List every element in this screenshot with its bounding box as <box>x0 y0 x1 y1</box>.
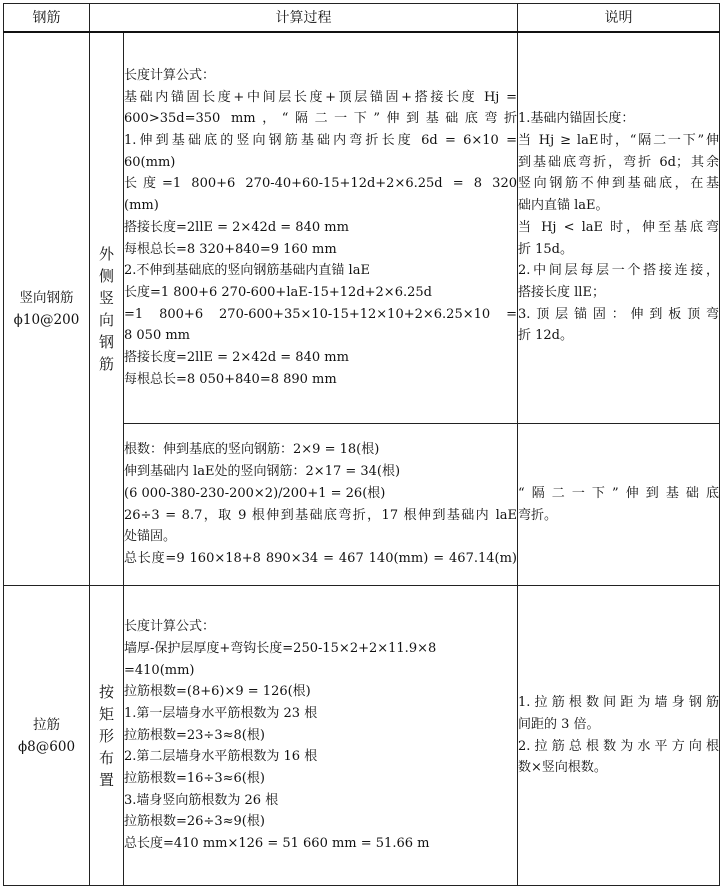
process-line: 拉筋根数=(8+6)×9 = 126(根) <box>124 684 311 700</box>
note-line: 当 Hj ≥ laE时，“隔二一下”伸 <box>518 133 719 149</box>
process-line: 根数：伸到基底的竖向钢筋：2×9 = 18(根) <box>124 442 380 458</box>
process-block <box>124 439 517 569</box>
note-block <box>518 108 719 347</box>
process-line: 搭接长度=2llE = 2×42d = 840 mm <box>124 350 349 366</box>
process-line: 处锚固。 <box>124 529 177 545</box>
process-line: 总长度=410 mm×126 = 51 660 mm = 51.66 m <box>124 836 430 852</box>
process-line: 拉筋根数=16÷3≈6(根) <box>124 771 265 787</box>
process-line: 每根总长=8 320+840=9 160 mm <box>124 241 337 257</box>
note-line: 1.拉筋根数间距为墙身钢筋 <box>518 695 719 711</box>
process-line: =1 800+6 270-600+35×10-15+12×10+2×6.25×10 = <box>124 306 517 322</box>
process-line: 每根总长=8 050+840=8 890 mm <box>124 371 337 387</box>
process-cell <box>124 586 518 886</box>
note-line: 折 12d。 <box>518 328 573 344</box>
process-line: 搭接长度=2llE = 2×42d = 840 mm <box>124 219 349 235</box>
rebar-name: 竖向钢筋 <box>19 289 74 306</box>
process-line: 3.墙身竖向筋根数为 26 根 <box>124 792 279 808</box>
header-note: 说明 <box>518 4 720 32</box>
rebar-cell-vertical <box>4 32 90 586</box>
process-line: 1.第一层墙身水平筋根数为 23 根 <box>124 705 318 721</box>
rebar-spec: ϕ8@600 <box>17 738 76 755</box>
table-row <box>4 586 720 886</box>
process-line: (mm) <box>124 198 159 214</box>
note-line: “隔二一下”伸到基础底 <box>518 485 719 501</box>
process-block <box>124 616 517 855</box>
sub-label-cell <box>90 586 124 886</box>
process-line: 长度计算公式： <box>124 67 216 83</box>
sub-label-cell <box>90 32 124 586</box>
process-line: 600>35d=350 mm，“隔二一下”伸到基础底弯折 <box>124 111 517 127</box>
note-line: 折 15d。 <box>518 241 573 257</box>
process-line: (6 000-380-230-200×2)/200+1 = 26(根) <box>124 485 386 501</box>
process-cell <box>124 32 518 424</box>
rebar-name: 拉筋 <box>33 716 60 733</box>
note-line: 竖向钢筋不伸到基础底，在基 <box>518 176 719 192</box>
process-line: 拉筋根数=26÷3≈9(根) <box>124 814 265 830</box>
note-cell <box>518 586 720 886</box>
process-line: 拉筋根数=23÷3≈8(根) <box>124 727 265 743</box>
note-line: 当 Hj < laE 时，伸至基底弯 <box>518 219 719 235</box>
sub-label: 按矩形布置 <box>98 682 114 789</box>
note-line: 2.拉筋总根数为水平方向根 <box>518 738 719 754</box>
process-line: 60(mm) <box>124 154 176 170</box>
process-line: 2.不伸到基础底的竖向钢筋基础内直锚 laE <box>124 263 370 279</box>
process-line: 8 050 mm <box>124 328 191 344</box>
sub-label: 外侧竖向钢筋 <box>98 244 114 373</box>
note-line: 1.基础内锚固长度： <box>518 111 635 127</box>
table-header-row <box>4 4 720 32</box>
note-line: 础内直锚 laE。 <box>518 198 609 214</box>
process-line: =410(mm) <box>124 662 195 678</box>
process-block <box>124 65 517 391</box>
process-line: 1.伸到基础底的竖向钢筋基础内弯折长度 6d = 6×10 = <box>124 133 517 149</box>
note-line: 弯折。 <box>518 507 558 523</box>
header-process: 计算过程 <box>90 4 518 32</box>
note-line: 数×竖向根数。 <box>518 760 607 776</box>
table-row <box>4 32 720 424</box>
note-line: 2.中间层每层一个搭接连接， <box>518 263 719 279</box>
process-line: 墙厚-保护层厚度+弯钩长度=250-15×2+2×11.9×8 <box>124 640 437 656</box>
note-cell <box>518 424 720 586</box>
calculation-table <box>3 3 720 886</box>
note-line: 3.顶层锚固：伸到板顶弯 <box>518 306 719 322</box>
process-line: 长度计算公式： <box>124 619 216 635</box>
note-line: 搭接长度 llE； <box>518 285 605 300</box>
header-rebar: 钢筋 <box>4 4 90 32</box>
process-line: 2.第二层墙身水平筋根数为 16 根 <box>124 749 318 765</box>
note-line: 间距的 3 倍。 <box>518 716 600 732</box>
rebar-cell-tie <box>4 586 90 886</box>
rebar-spec: ϕ10@200 <box>13 311 80 328</box>
note-line: 到基础底弯折，弯折 6d；其余 <box>518 154 719 170</box>
process-line: 总长度=9 160×18+8 890×34 = 467 140(mm) = 467.14(m) <box>124 550 517 566</box>
process-line: 长度=1 800+6 270-40+60-15+12d+2×6.25d = 8 320 <box>124 176 517 192</box>
process-line: 基础内锚固长度+中间层长度+顶层锚固+搭接长度 Hj = <box>124 89 517 105</box>
process-line: 长度=1 800+6 270-600+laE-15+12d+2×6.25d <box>124 285 432 300</box>
process-line: 26÷3 = 8.7，取 9 根伸到基础底弯折，17 根伸到基础内 laE <box>124 507 517 523</box>
process-cell <box>124 424 518 586</box>
note-cell <box>518 32 720 424</box>
process-line: 伸到基础内 laE处的竖向钢筋：2×17 = 34(根) <box>124 464 401 480</box>
